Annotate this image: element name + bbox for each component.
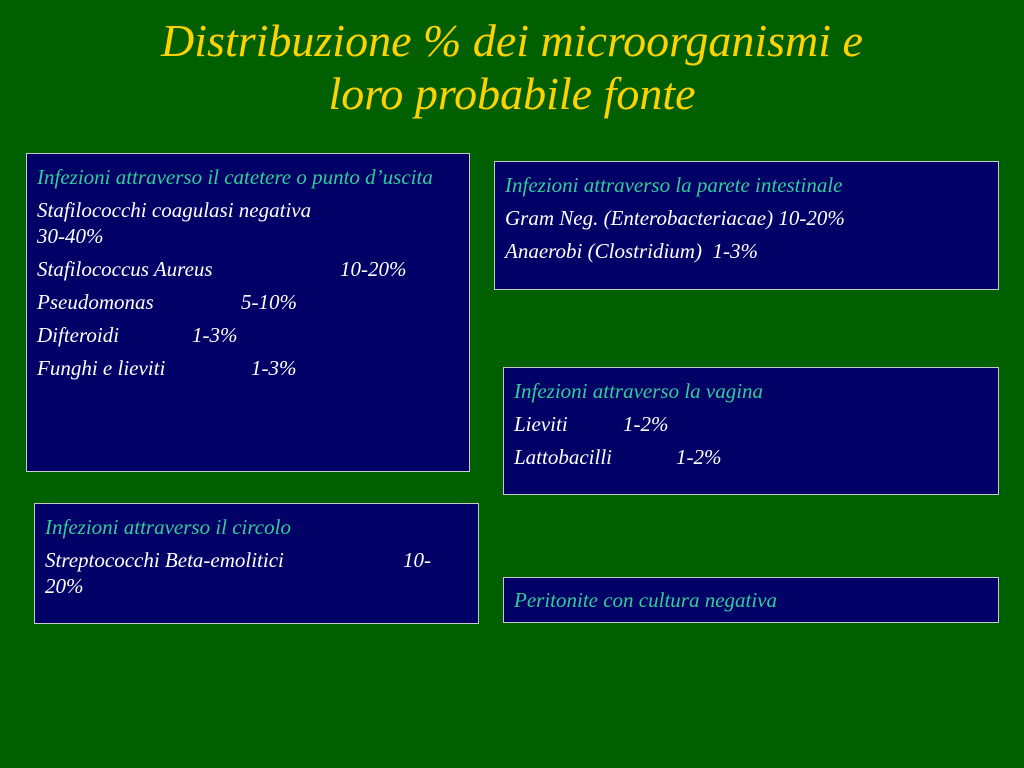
organism-name: Anaerobi (Clostridium) — [505, 239, 702, 263]
organism-name: Streptococchi Beta-emolitici — [45, 548, 284, 572]
organism-name: Stafilococchi coagulasi negativa — [37, 198, 312, 222]
title-line-2: loro probabile fonte — [328, 68, 696, 119]
organism-name: Gram Neg. (Enterobacteriacae) — [505, 206, 774, 230]
catheter-box-heading: Infezioni attraverso il catetere o punto d’uscita — [37, 165, 433, 189]
organism-percentage: 5-10% — [241, 290, 297, 314]
list-item — [37, 197, 459, 249]
circulation-box-heading: Infezioni attraverso il circolo — [45, 515, 291, 539]
list-item — [37, 355, 459, 381]
organism-name: Lieviti — [514, 412, 568, 436]
list-item — [37, 289, 459, 315]
organism-percentage: 1-2% — [676, 445, 722, 469]
organism-percentage: 1-2% — [623, 412, 669, 436]
organism-name: Lattobacilli — [514, 445, 613, 469]
organism-percentage: 30-40% — [37, 224, 104, 248]
list-item — [514, 444, 988, 470]
organism-percentage: 1-3% — [712, 239, 758, 263]
organism-percentage: 10-20% — [45, 548, 431, 598]
list-item — [514, 411, 988, 437]
organism-name: Pseudomonas — [37, 290, 154, 314]
circulation-infections-box — [34, 503, 479, 624]
intestinal-box-heading: Infezioni attraverso la parete intestinale — [505, 173, 843, 197]
culture-negative-peritonitis-box — [503, 577, 999, 623]
list-item — [37, 256, 459, 282]
organism-name: Stafilococcus Aureus — [37, 257, 213, 281]
title-line-1: Distribuzione % dei microorganismi e — [161, 15, 863, 66]
organism-percentage: 1-3% — [192, 323, 238, 347]
list-item — [505, 238, 988, 264]
organism-name: Difteroidi — [37, 323, 120, 347]
list-item — [45, 547, 468, 599]
slide-title — [0, 14, 1024, 120]
organism-percentage: 10-20% — [340, 257, 407, 281]
list-item — [505, 205, 988, 231]
catheter-infections-box — [26, 153, 470, 472]
organism-name: Funghi e lieviti — [37, 356, 166, 380]
vaginal-infections-box — [503, 367, 999, 495]
intestinal-wall-infections-box — [494, 161, 999, 290]
organism-percentage: 1-3% — [251, 356, 297, 380]
organism-percentage: 10-20% — [778, 206, 845, 230]
list-item — [37, 322, 459, 348]
culture-negative-heading: Peritonite con cultura negativa — [514, 588, 778, 612]
vagina-box-heading: Infezioni attraverso la vagina — [514, 379, 764, 403]
